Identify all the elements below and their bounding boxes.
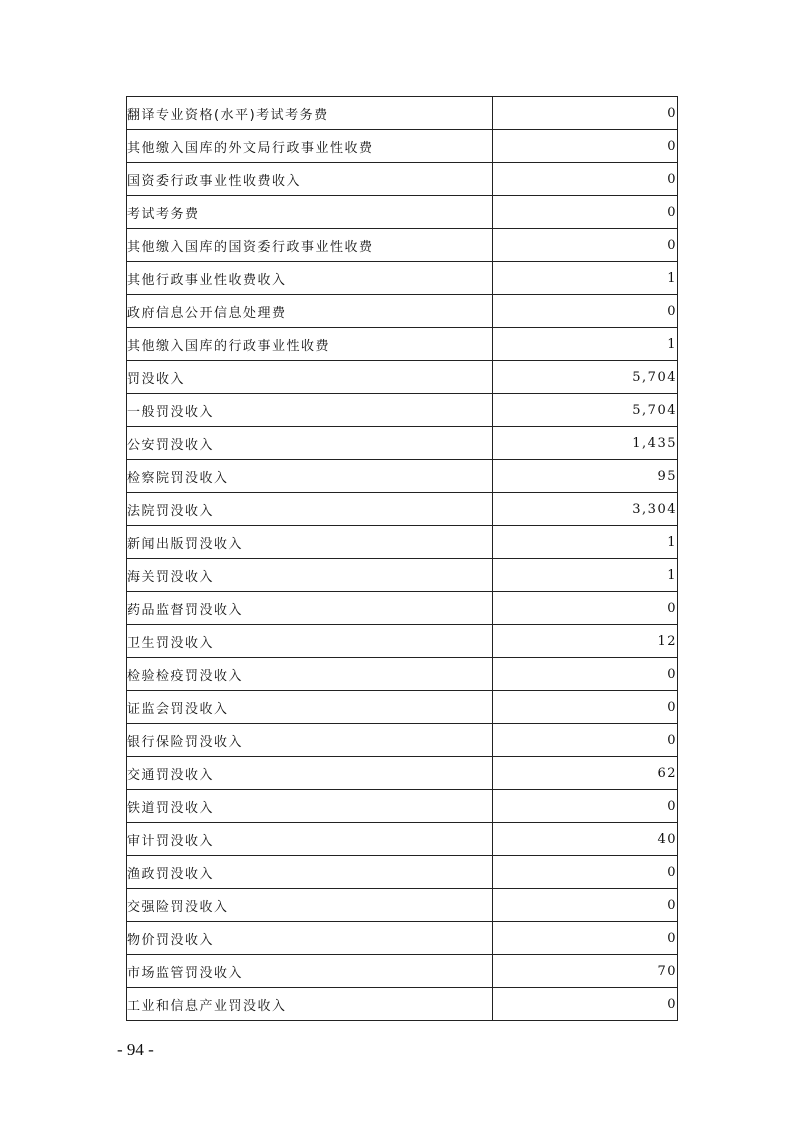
row-item-value: 1 (493, 328, 678, 361)
table-row (127, 955, 678, 988)
row-item-value: 0 (493, 97, 678, 130)
table-row (127, 163, 678, 196)
row-item-name: 药品监督罚没收入 (127, 592, 493, 625)
row-item-value: 0 (493, 229, 678, 262)
row-item-name: 国资委行政事业性收费收入 (127, 163, 493, 196)
row-item-name: 检验检疫罚没收入 (127, 658, 493, 691)
row-item-name: 渔政罚没收入 (127, 856, 493, 889)
table-row (127, 262, 678, 295)
row-item-name: 银行保险罚没收入 (127, 724, 493, 757)
table-row (127, 625, 678, 658)
table-row (127, 394, 678, 427)
row-item-name: 铁道罚没收入 (127, 790, 493, 823)
row-item-value: 95 (493, 460, 678, 493)
row-item-value: 0 (493, 856, 678, 889)
row-item-value: 0 (493, 163, 678, 196)
table-row (127, 988, 678, 1021)
row-item-value: 0 (493, 691, 678, 724)
row-item-name: 检察院罚没收入 (127, 460, 493, 493)
table-row (127, 361, 678, 394)
row-item-value: 0 (493, 988, 678, 1021)
row-item-name: 审计罚没收入 (127, 823, 493, 856)
row-item-value: 40 (493, 823, 678, 856)
table-row (127, 889, 678, 922)
row-item-name: 其他缴入国库的国资委行政事业性收费 (127, 229, 493, 262)
table-row (127, 328, 678, 361)
table-row (127, 559, 678, 592)
row-item-name: 其他缴入国库的行政事业性收费 (127, 328, 493, 361)
row-item-value: 0 (493, 922, 678, 955)
table-row (127, 790, 678, 823)
row-item-value: 1 (493, 526, 678, 559)
row-item-value: 12 (493, 625, 678, 658)
row-item-name: 交通罚没收入 (127, 757, 493, 790)
row-item-value: 0 (493, 130, 678, 163)
revenue-table (126, 96, 678, 1021)
row-item-value: 1 (493, 262, 678, 295)
table-row (127, 97, 678, 130)
row-item-value: 0 (493, 889, 678, 922)
row-item-name: 工业和信息产业罚没收入 (127, 988, 493, 1021)
row-item-value: 0 (493, 295, 678, 328)
row-item-value: 1,435 (493, 427, 678, 460)
table-row (127, 856, 678, 889)
row-item-name: 翻译专业资格(水平)考试考务费 (127, 97, 493, 130)
table-row (127, 493, 678, 526)
table-row (127, 196, 678, 229)
table-row (127, 592, 678, 625)
row-item-name: 卫生罚没收入 (127, 625, 493, 658)
row-item-name: 证监会罚没收入 (127, 691, 493, 724)
table-row (127, 724, 678, 757)
table-row (127, 691, 678, 724)
row-item-name: 海关罚没收入 (127, 559, 493, 592)
row-item-name: 市场监管罚没收入 (127, 955, 493, 988)
row-item-value: 0 (493, 724, 678, 757)
table-row (127, 460, 678, 493)
table-body (127, 97, 678, 1021)
row-item-name: 其他缴入国库的外文局行政事业性收费 (127, 130, 493, 163)
table-row (127, 658, 678, 691)
row-item-value: 0 (493, 592, 678, 625)
table-row (127, 427, 678, 460)
row-item-name: 法院罚没收入 (127, 493, 493, 526)
row-item-name: 公安罚没收入 (127, 427, 493, 460)
table-row (127, 922, 678, 955)
row-item-value: 0 (493, 196, 678, 229)
row-item-value: 70 (493, 955, 678, 988)
row-item-name: 罚没收入 (127, 361, 493, 394)
table-row (127, 757, 678, 790)
row-item-name: 考试考务费 (127, 196, 493, 229)
page-number: - 94 - (117, 1040, 154, 1059)
table-row (127, 130, 678, 163)
row-item-name: 政府信息公开信息处理费 (127, 295, 493, 328)
table-row (127, 295, 678, 328)
row-item-value: 5,704 (493, 394, 678, 427)
row-item-value: 0 (493, 790, 678, 823)
row-item-value: 62 (493, 757, 678, 790)
row-item-value: 5,704 (493, 361, 678, 394)
table-row (127, 823, 678, 856)
row-item-name: 其他行政事业性收费收入 (127, 262, 493, 295)
row-item-value: 0 (493, 658, 678, 691)
row-item-value: 1 (493, 559, 678, 592)
table-row (127, 229, 678, 262)
row-item-name: 物价罚没收入 (127, 922, 493, 955)
row-item-value: 3,304 (493, 493, 678, 526)
row-item-name: 一般罚没收入 (127, 394, 493, 427)
row-item-name: 交强险罚没收入 (127, 889, 493, 922)
row-item-name: 新闻出版罚没收入 (127, 526, 493, 559)
table-row (127, 526, 678, 559)
